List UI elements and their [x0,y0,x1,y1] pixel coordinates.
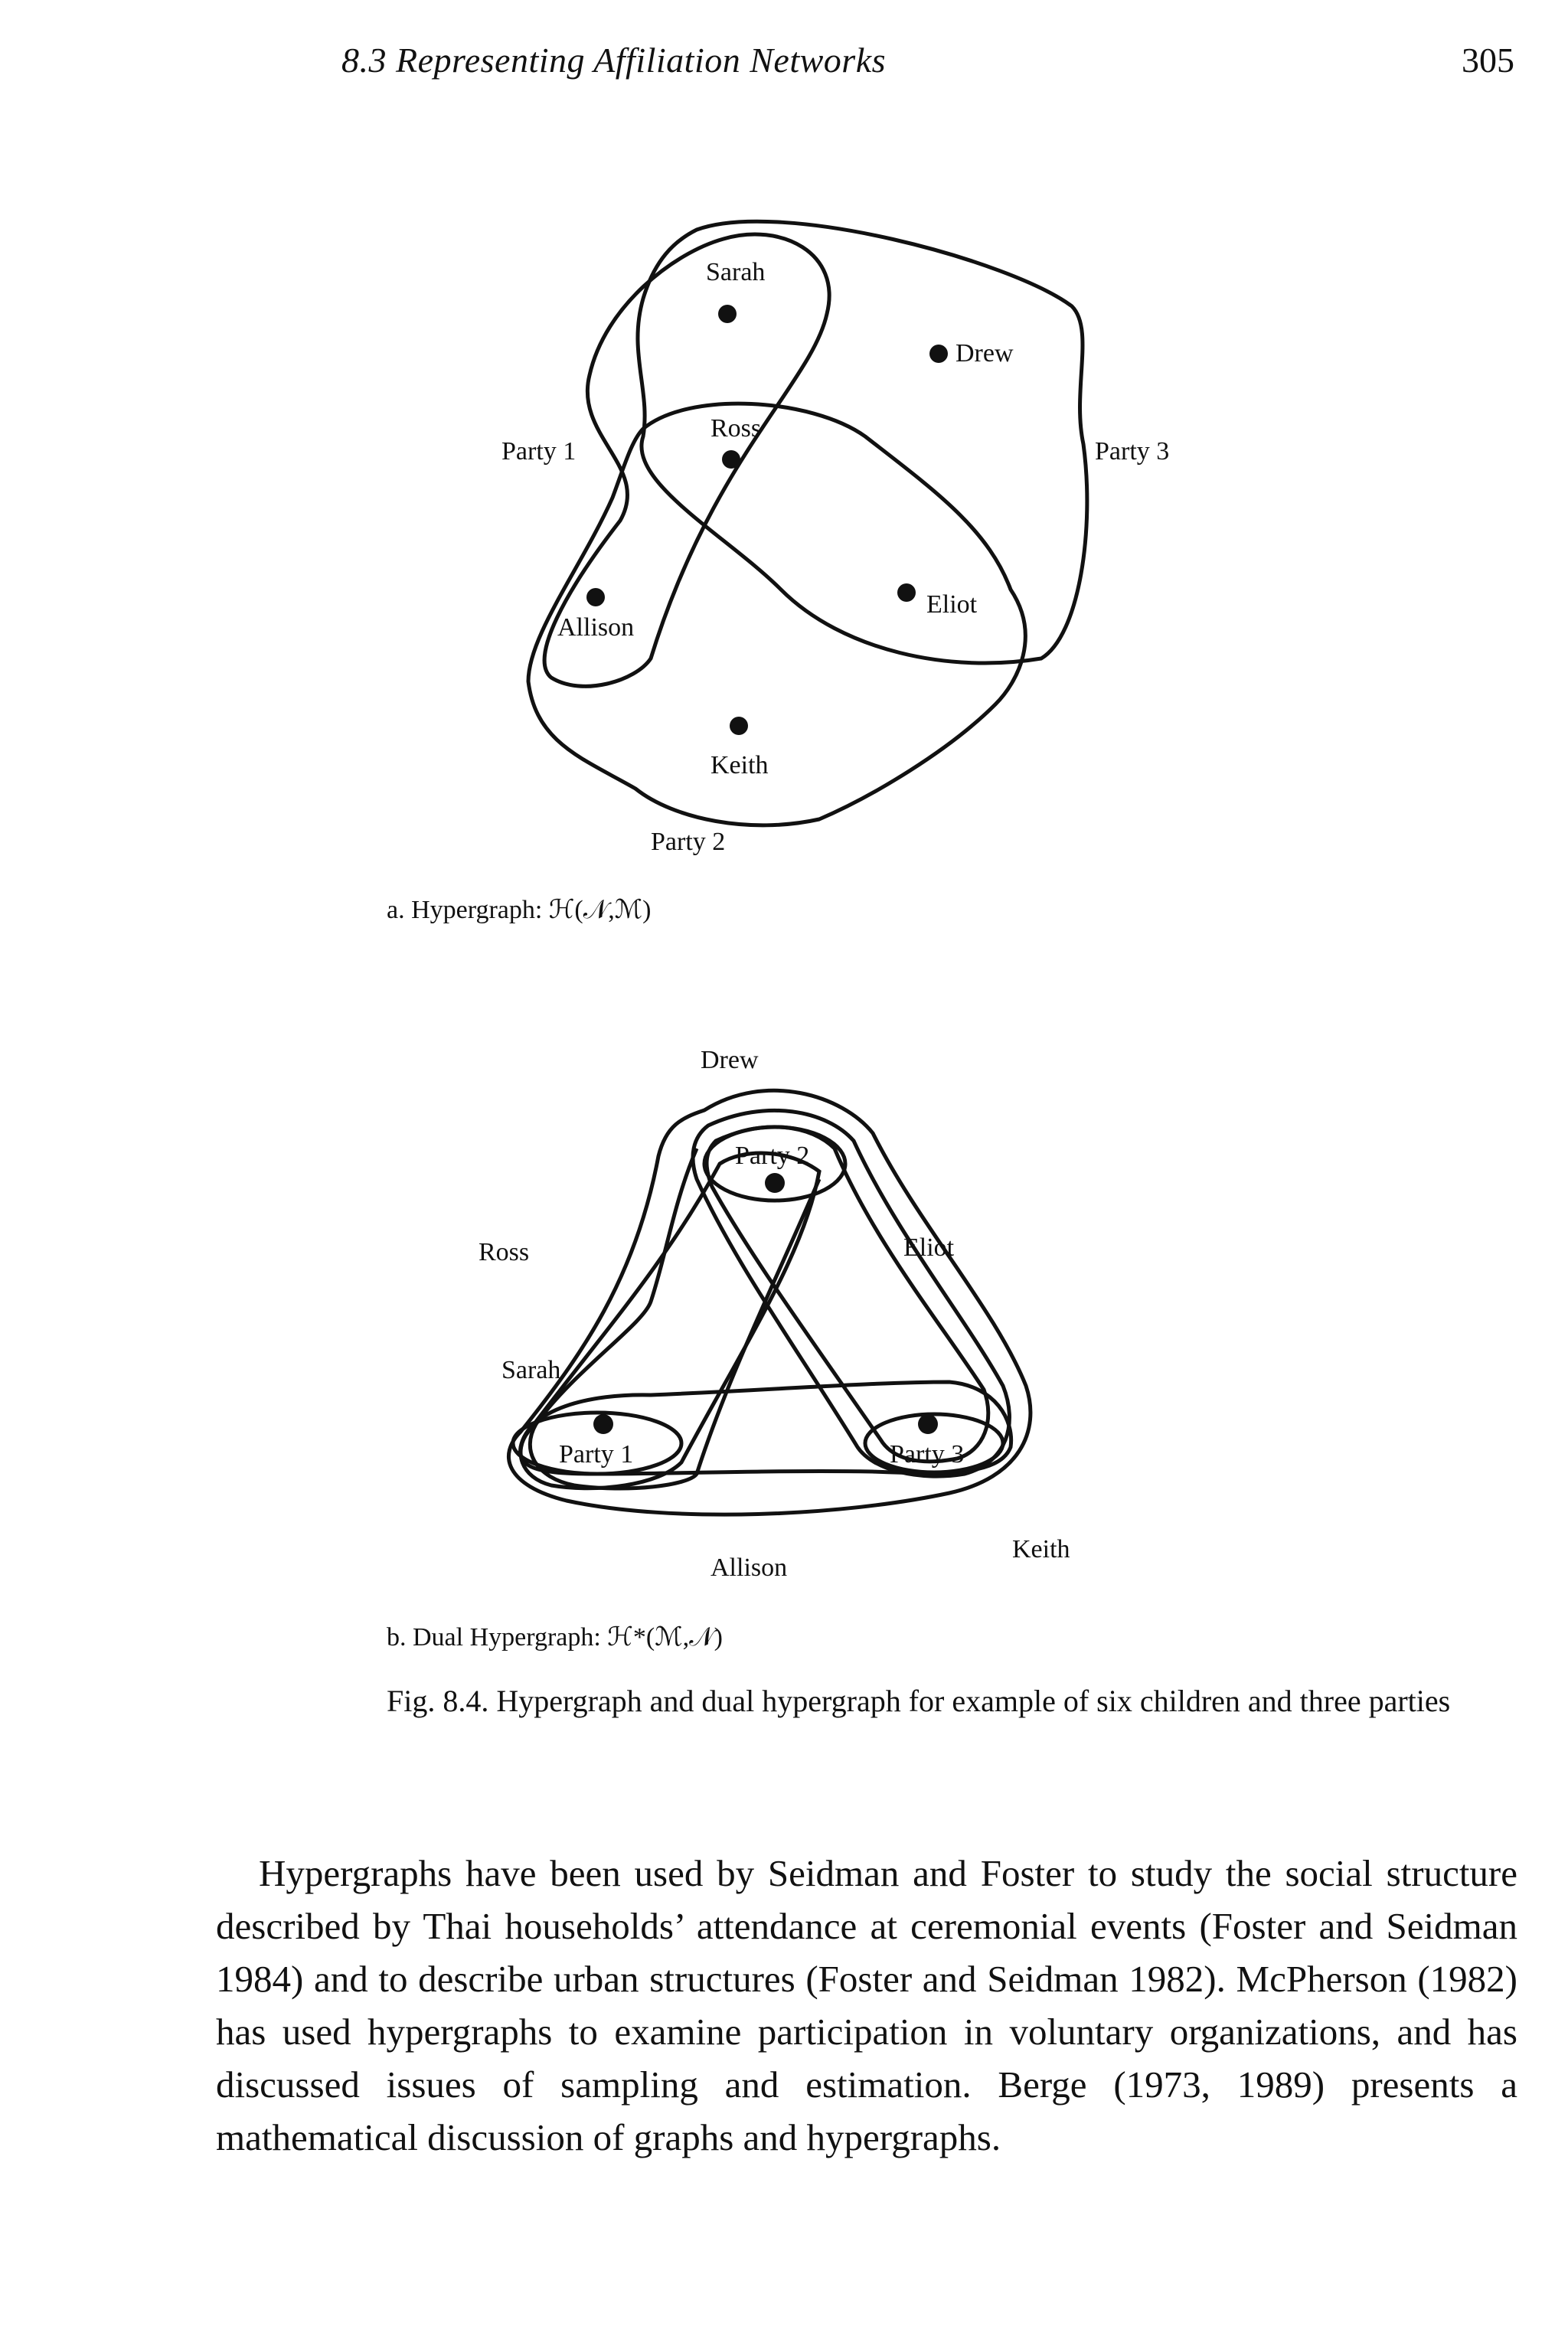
node-eliot-label: Eliot [926,590,978,619]
node-drew-dot [929,345,948,363]
node-sarah-label: Sarah [706,258,766,286]
edge-sarah-label: Sarah [501,1356,561,1384]
body-paragraph: Hypergraphs have been used by Seidman and Foster to study the social structure described by Thai households’ attendance at ceremonial events (Foster and Seidman 1984) and to describe urban structures (Foster and Seidman 1982). McPherson (1982) has used hypergraphs to examine participation in voluntary organizations, and has discussed issues of sampling and estimation. Berge (1973, 1989) presents a mathematical discussion of graphs and hypergraphs. [216,1852,1517,2158]
node-party-1-label: Party 1 [559,1440,634,1469]
node-party-3-label: Party 3 [890,1440,965,1469]
node-drew-label: Drew [956,339,1014,368]
hyperedge-ross [521,1153,819,1488]
edge-drew-label: Drew [701,1046,759,1074]
node-eliot-dot [897,583,916,602]
hyperedge-party-3 [638,221,1087,663]
edge-party-3-label: Party 3 [1095,437,1170,466]
edge-keith-label: Keith [1012,1535,1070,1563]
running-head: 8.3 Representing Affiliation Networks [341,41,887,80]
body-text [216,1847,1517,2164]
node-ross-label: Ross [710,414,762,443]
edge-ross-label: Ross [479,1238,530,1266]
node-keith-dot [730,717,748,735]
node-ross-dot [722,450,740,469]
node-keith-label: Keith [710,751,769,779]
node-party-2-label: Party 2 [735,1142,810,1170]
page-number: 305 [1462,41,1514,80]
figure-caption: Fig. 8.4. Hypergraph and dual hypergraph for example of six children and three parties [387,1684,1451,1718]
node-party-3-dot [918,1414,938,1434]
figure-b-label: b. Dual Hypergraph: ℋ*(ℳ,𝒩) [387,1623,723,1652]
node-party-1-dot [593,1414,613,1434]
node-allison-dot [586,588,605,606]
dual-hypergraph-figure [444,1034,1133,1631]
node-party-2-dot [765,1173,785,1193]
edge-party-1-label: Party 1 [501,437,577,466]
hypergraph-figure [459,207,1170,896]
figure-a-label: a. Hypergraph: ℋ(𝒩,ℳ) [387,896,652,924]
node-allison-label: Allison [557,613,635,642]
edge-party-2-label: Party 2 [651,828,726,856]
edge-allison-label: Allison [710,1554,788,1582]
node-sarah-dot [718,305,737,323]
edge-eliot-label: Eliot [903,1233,955,1262]
